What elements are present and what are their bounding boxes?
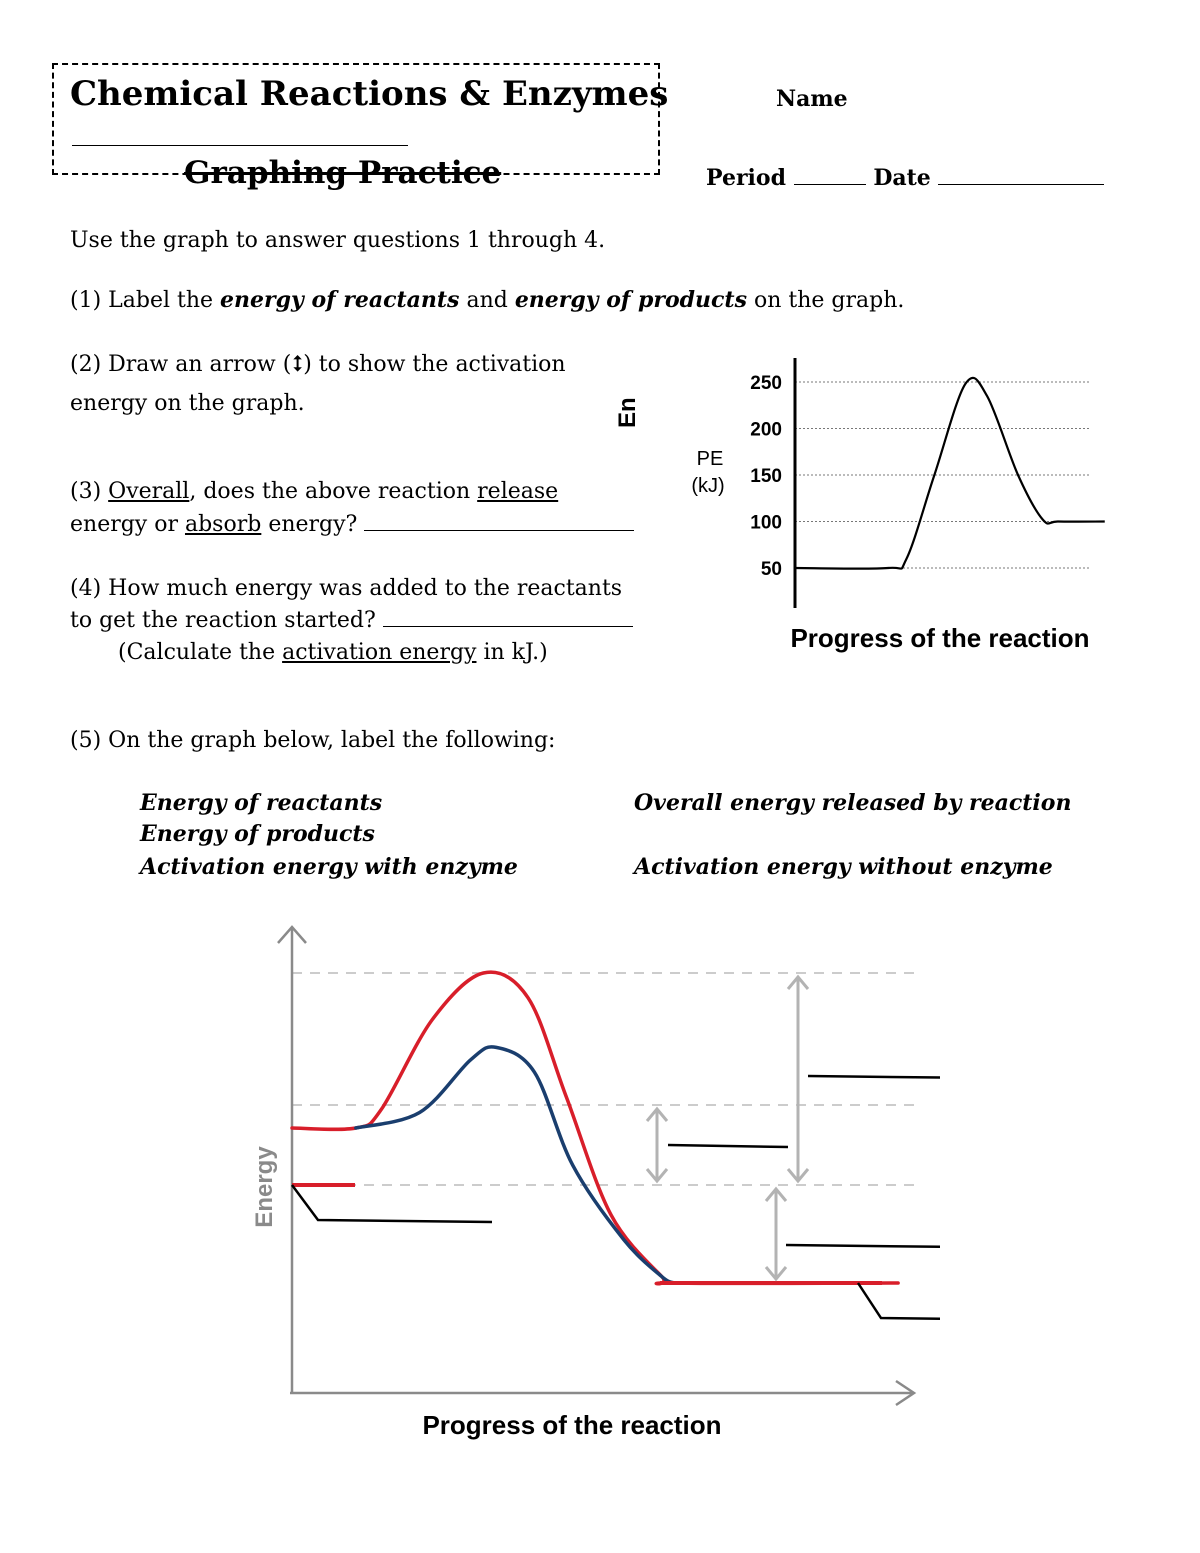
q2-prefix: (2) Draw an arrow ( xyxy=(70,352,292,377)
question-2-line-2: energy on the graph. xyxy=(70,391,305,416)
question-4-line-2 xyxy=(70,606,633,636)
energy-chart xyxy=(240,915,940,1455)
question-1 xyxy=(70,285,904,316)
label-line-products[interactable] xyxy=(858,1283,940,1320)
q1-term-reactants: energy of reactants xyxy=(220,287,460,313)
q2-suffix: ) to show the activation xyxy=(303,352,566,377)
label-line-activation-with[interactable] xyxy=(668,1145,788,1147)
worksheet-subtitle: Graphing Practice xyxy=(184,155,502,191)
pe-chart-tick-labels xyxy=(750,373,782,580)
q3-mid: , does the above reaction xyxy=(189,479,478,504)
cropped-axis-fragment: En xyxy=(614,397,641,428)
pe-tick-label-150: 150 xyxy=(750,466,782,487)
pe-chart-ylabel-line1: PE xyxy=(696,448,724,470)
label-item-activation-with: Activation energy with enzyme xyxy=(140,854,518,880)
arrow-overall-energy-released xyxy=(766,1189,786,1279)
q4-line3-suffix: in kJ.) xyxy=(476,640,548,665)
pe-tick-label-50: 50 xyxy=(760,559,782,580)
label-line-activation-without[interactable] xyxy=(786,1245,940,1247)
double-arrow-icon: ⭥ xyxy=(291,352,304,377)
label-item-reactants: Energy of reactants xyxy=(140,790,383,816)
label-line-reactants[interactable] xyxy=(292,1185,492,1222)
pe-chart xyxy=(660,340,1180,670)
q3-term-absorb: absorb xyxy=(184,512,262,537)
date-blank[interactable] xyxy=(938,183,1104,185)
title-underline xyxy=(72,145,408,146)
question-2-line-1 xyxy=(70,350,566,380)
pe-tick-label-200: 200 xyxy=(750,419,782,441)
q3-line2-suffix: energy? xyxy=(261,512,358,537)
arrow-activation-without-enzyme xyxy=(788,977,808,1181)
pe-chart-grid xyxy=(795,382,1090,568)
pe-chart-ylabel-line2: (kJ) xyxy=(691,475,725,497)
q4-line2-text: to get the reaction started? xyxy=(70,608,376,633)
q3-answer-blank[interactable] xyxy=(364,529,634,531)
label-item-activation-without: Activation energy without enzyme xyxy=(634,854,1053,880)
energy-chart-xlabel: Progress of the reaction xyxy=(422,1410,722,1440)
q3-prefix: (3) xyxy=(70,479,109,504)
label-item-overall-released: Overall energy released by reaction xyxy=(634,790,1072,816)
q1-term-products: energy of products xyxy=(514,287,747,313)
curve-with-enzyme xyxy=(356,1047,675,1283)
question-4-line-1: (4) How much energy was added to the reactants xyxy=(70,576,623,601)
q4-term-activation: activation energy xyxy=(282,640,477,665)
energy-chart-ylabel: Energy xyxy=(251,1146,278,1228)
q1-mid: and xyxy=(459,288,515,313)
question-3-line-1 xyxy=(70,477,558,507)
question-5: (5) On the graph below, label the following: xyxy=(70,728,556,753)
q1-suffix: on the graph. xyxy=(746,288,905,313)
q3-term-overall: Overall xyxy=(108,479,190,504)
period-date-line xyxy=(706,165,1104,191)
curve-without-enzyme xyxy=(292,972,898,1284)
name-field-label: Name xyxy=(776,86,848,112)
arrow-activation-with-enzyme xyxy=(647,1109,667,1181)
pe-chart-curve xyxy=(795,378,1105,569)
period-blank[interactable] xyxy=(794,183,866,185)
pe-tick-label-250: 250 xyxy=(750,373,782,394)
worksheet-title: Chemical Reactions & Enzymes xyxy=(70,74,669,114)
q4-answer-blank[interactable] xyxy=(383,625,633,627)
label-line-overall[interactable] xyxy=(808,1076,940,1078)
q1-prefix: (1) Label the xyxy=(70,288,221,313)
label-item-products: Energy of products xyxy=(140,821,375,847)
q3-line2-prefix: energy or xyxy=(70,512,185,537)
date-label: Date xyxy=(873,165,931,191)
q3-term-release: release xyxy=(477,479,559,504)
pe-chart-xlabel: Progress of the reaction xyxy=(790,623,1090,653)
period-label: Period xyxy=(706,165,786,191)
intro-text: Use the graph to answer questions 1 through 4. xyxy=(70,228,606,253)
pe-tick-label-100: 100 xyxy=(750,512,782,534)
q4-line3-prefix: (Calculate the xyxy=(118,640,283,665)
question-3-line-2 xyxy=(70,510,634,540)
question-4-line-3 xyxy=(118,638,548,668)
